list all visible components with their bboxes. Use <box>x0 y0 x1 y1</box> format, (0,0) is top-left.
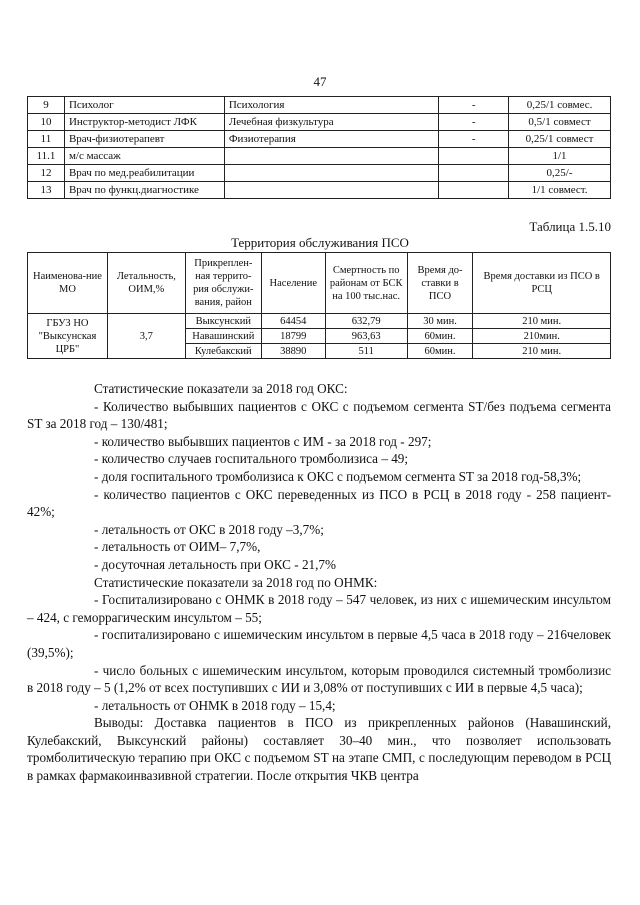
to-pso-cell: 60мин. <box>407 329 473 344</box>
dash-cell <box>439 165 509 182</box>
header-mo: Наименова-ние МО <box>28 253 108 314</box>
mortality-cell: 963,63 <box>325 329 407 344</box>
row-number: 11.1 <box>28 148 65 165</box>
district-cell: Кулебакский <box>185 344 261 359</box>
table-row <box>28 114 611 131</box>
row-number: 12 <box>28 165 65 182</box>
header-lethality: Летальность, ОИМ,% <box>107 253 185 314</box>
page-number: 47 <box>313 74 327 89</box>
mortality-cell: 511 <box>325 344 407 359</box>
district-cell: Выксунский <box>185 314 261 329</box>
to-pso-cell: 30 мин. <box>407 314 473 329</box>
row-number: 10 <box>28 114 65 131</box>
paragraph: - летальность от ОНМК в 2018 году – 15,4; <box>94 697 336 713</box>
header-delivery-pso: Время до-ставки в ПСО <box>407 253 473 314</box>
position-cell: Врач по функц.диагностике <box>64 182 224 199</box>
table-row <box>28 165 611 182</box>
header-territory: Прикреплен-ная террито-рия обслужи-вания, район <box>185 253 261 314</box>
population-cell: 64454 <box>261 314 325 329</box>
rate-cell: 1/1 <box>509 148 611 165</box>
dash-cell: - <box>439 97 509 114</box>
to-rsc-cell: 210 мин. <box>473 314 611 329</box>
paragraph: - число больных с ишемическим инсультом, которым проводился системный тромболизис в 2018 году – 5 (1,2% от всех поступивших с ИИ и 3,08% от поступивших с ИИ в первые 4,5 часа); <box>27 662 611 696</box>
table-title: Территория обслуживания ПСО <box>231 235 409 250</box>
table-row <box>28 131 611 148</box>
paragraph: Статистические показатели за 2018 год по ОНМК: <box>94 574 378 590</box>
position-cell: Инструктор-методист ЛФК <box>64 114 224 131</box>
paragraph: - доля госпитального тромболизиса к ОКС с подъемом сегмента ST за 2018 год-58,3%; <box>94 468 582 484</box>
header-mortality: Смертность по районам от БСК на 100 тыс.нас. <box>325 253 407 314</box>
table-row <box>28 97 611 114</box>
paragraph: - летальность от ОКС в 2018 году –3,7%; <box>94 521 324 537</box>
table-row <box>28 148 611 165</box>
to-pso-cell: 60мин. <box>407 344 473 359</box>
table-header-row <box>28 253 611 314</box>
paragraph: - госпитализировано с ишемическим инсультом в первые 4,5 часа в 2018 году – 216человек (39,5%); <box>27 627 611 660</box>
paragraph: Выводы: Доставка пациентов в ПСО из прикрепленных районов (Навашинский, Кулебакский, Выксунский районы) составляет 30–40 мин., что позволяет использовать тромболитическую терапию при ОКС с подъемом ST на этапе СМП, с последующим переводом в РСЦ в рамках фармакоинвазивной стратегии. После открытия ЧКВ центра <box>27 715 611 784</box>
mo-name-cell: ГБУЗ НО "Выксунская ЦРБ" <box>28 314 108 359</box>
paragraph: - летальность от ОИМ– 7,7%, <box>94 539 261 555</box>
specialty-cell: Лечебная физкультура <box>224 114 439 131</box>
population-cell: 38890 <box>261 344 325 359</box>
paragraph: - Количество выбывших пациентов с ОКС с подъемом сегмента ST/без подъема сегмента ST за 2018 год – 130/481; <box>27 398 611 432</box>
mortality-cell: 632,79 <box>325 314 407 329</box>
position-cell: Врач по мед.реабилитации <box>64 165 224 182</box>
dash-cell <box>439 148 509 165</box>
rate-cell: 0,5/1 совмест <box>509 114 611 131</box>
paragraph: Статистические показатели за 2018 год ОКС: <box>94 381 348 396</box>
paragraph: - Госпитализировано с ОНМК в 2018 году – 547 человек, из них с ишемическим инсультом – 424, с геморрагическим инсультом – 55; <box>27 592 611 625</box>
rate-cell: 0,25/1 совмест <box>509 131 611 148</box>
specialty-cell <box>224 165 439 182</box>
table-row <box>28 314 611 329</box>
row-number: 9 <box>28 97 65 114</box>
position-cell: Врач-физиотерапевт <box>64 131 224 148</box>
paragraph: - количество случаев госпитального тромболизиса – 49; <box>94 451 409 467</box>
header-delivery-rsc: Время доставки из ПСО в РСЦ <box>473 253 611 314</box>
position-cell: м/с массаж <box>64 148 224 165</box>
pso-territory-table <box>27 252 611 359</box>
row-number: 11 <box>28 131 65 148</box>
paragraph: - количество выбывших пациентов с ИМ - за 2018 год - 297; <box>94 433 432 449</box>
rate-cell: 1/1 совмест. <box>509 182 611 199</box>
specialty-cell: Физиотерапия <box>224 131 439 148</box>
row-number: 13 <box>28 182 65 199</box>
position-cell: Психолог <box>64 97 224 114</box>
body-text <box>27 380 611 785</box>
dash-cell: - <box>439 114 509 131</box>
dash-cell <box>439 182 509 199</box>
lethality-cell: 3,7 <box>107 314 185 359</box>
rate-cell: 0,25/- <box>509 165 611 182</box>
population-cell: 18799 <box>261 329 325 344</box>
header-population: Население <box>261 253 325 314</box>
table-caption: Таблица 1.5.10 <box>529 219 611 234</box>
to-rsc-cell: 210мин. <box>473 329 611 344</box>
table-row <box>28 182 611 199</box>
rate-cell: 0,25/1 совмес. <box>509 97 611 114</box>
specialty-cell: Психология <box>224 97 439 114</box>
paragraph: - досуточная летальность при ОКС - 21,7% <box>94 556 337 572</box>
dash-cell: - <box>439 131 509 148</box>
paragraph: - количество пациентов с ОКС переведенных из ПСО в РСЦ в 2018 году - 258 пациент- 42%; <box>27 486 611 520</box>
district-cell: Навашинский <box>185 329 261 344</box>
specialty-cell <box>224 182 439 199</box>
specialty-cell <box>224 148 439 165</box>
to-rsc-cell: 210 мин. <box>473 344 611 359</box>
staff-table <box>27 96 611 199</box>
